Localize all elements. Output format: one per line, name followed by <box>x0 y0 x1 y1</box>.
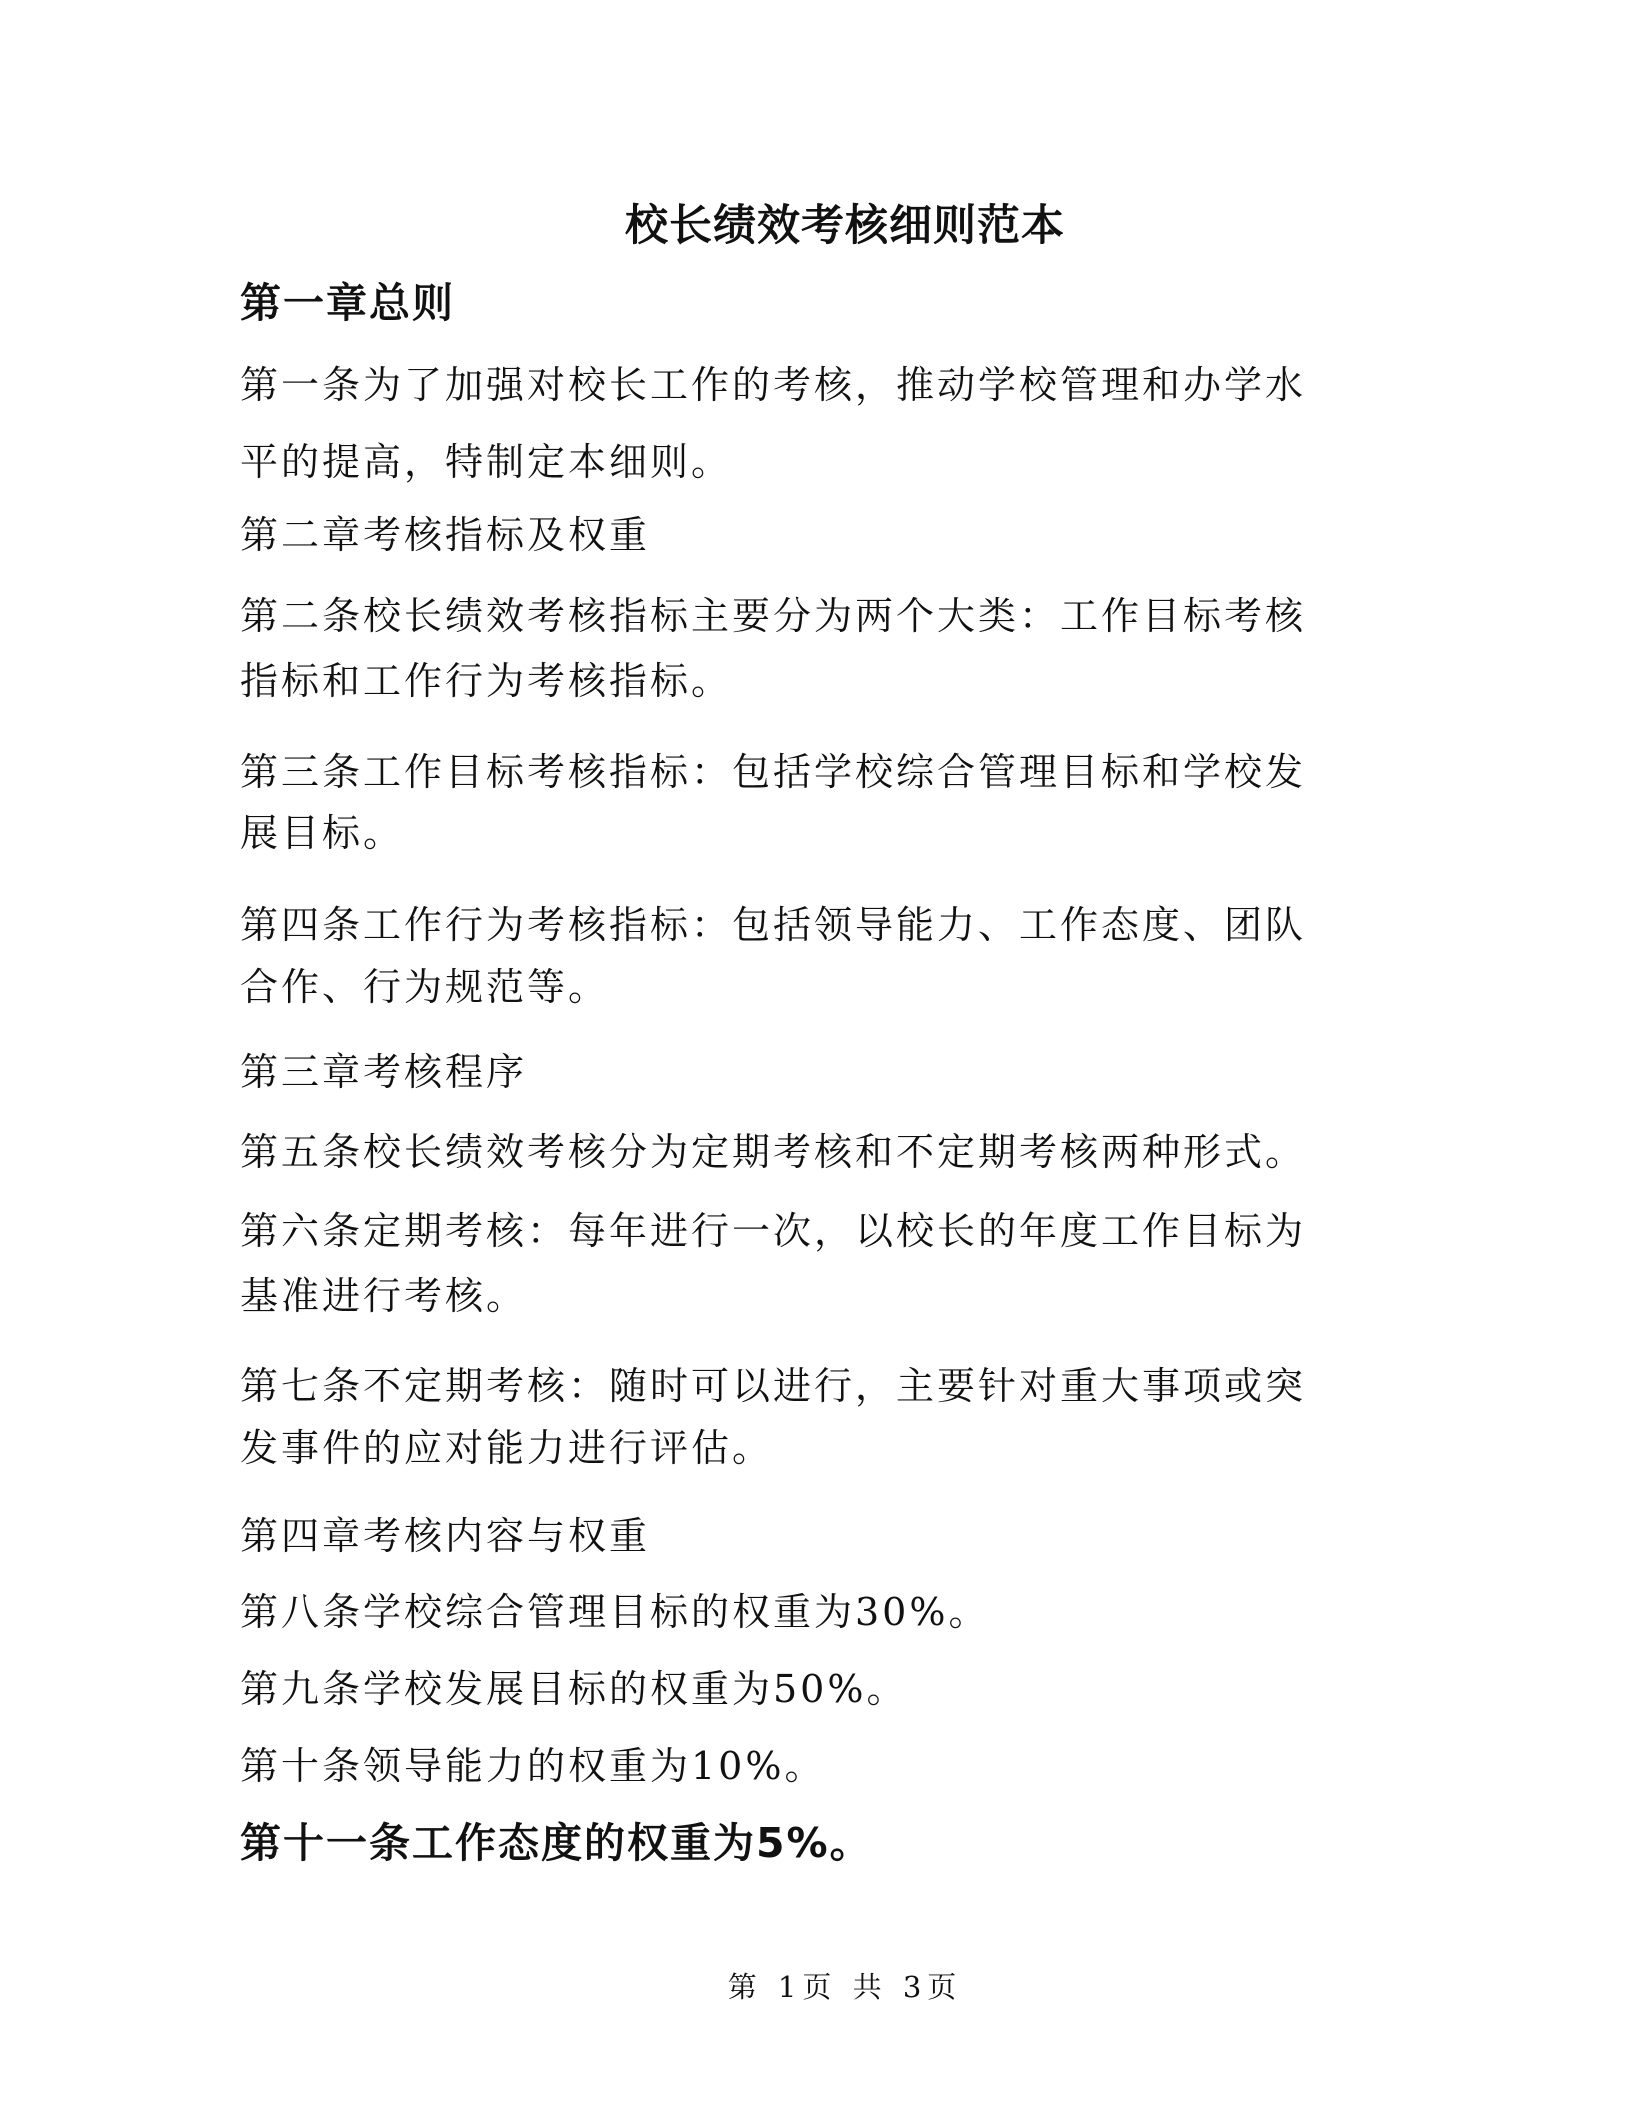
chapter-4-heading: 第四章考核内容与权重 <box>240 1514 651 1558</box>
article-7-line-2: 发事件的应对能力进行评估。 <box>240 1426 774 1470</box>
article-4-line-1: 第四条工作行为考核指标：包括领导能力、工作态度、团队 <box>240 903 1307 947</box>
article-2-line-2: 指标和工作行为考核指标。 <box>240 659 733 703</box>
article-1-line-2: 平的提高，特制定本细则。 <box>240 440 733 484</box>
article-6-line-2: 基准进行考核。 <box>240 1274 528 1318</box>
article-5-line-1: 第五条校长绩效考核分为定期考核和不定期考核两种形式。 <box>240 1130 1307 1174</box>
article-2-line-1: 第二条校长绩效考核指标主要分为两个大类：工作目标考核 <box>240 594 1307 638</box>
article-4-line-2: 合作、行为规范等。 <box>240 965 610 1009</box>
article-8-line-1: 第八条学校综合管理目标的权重为30%。 <box>240 1590 990 1634</box>
article-7-line-1: 第七条不定期考核：随时可以进行，主要针对重大事项或突 <box>240 1364 1307 1408</box>
page-footer: 第 1页 共 3页 <box>727 1970 963 2004</box>
article-3-line-1: 第三条工作目标考核指标：包括学校综合管理目标和学校发 <box>240 750 1307 794</box>
chapter-3-heading: 第三章考核程序 <box>240 1050 528 1094</box>
document-title: 校长绩效考核细则范本 <box>625 201 1065 251</box>
article-6-line-1: 第六条定期考核：每年进行一次，以校长的年度工作目标为 <box>240 1209 1307 1253</box>
chapter-2-heading: 第二章考核指标及权重 <box>240 513 651 557</box>
article-3-line-2: 展目标。 <box>240 811 405 855</box>
article-11-line-1: 第十一条工作态度的权重为5%。 <box>240 1819 873 1867</box>
article-10-line-1: 第十条领导能力的权重为10%。 <box>240 1744 826 1788</box>
chapter-1-heading: 第一章总则 <box>240 279 455 327</box>
article-1-line-1: 第一条为了加强对校长工作的考核，推动学校管理和办学水 <box>240 363 1307 407</box>
article-9-line-1: 第九条学校发展目标的权重为50%。 <box>240 1667 908 1711</box>
